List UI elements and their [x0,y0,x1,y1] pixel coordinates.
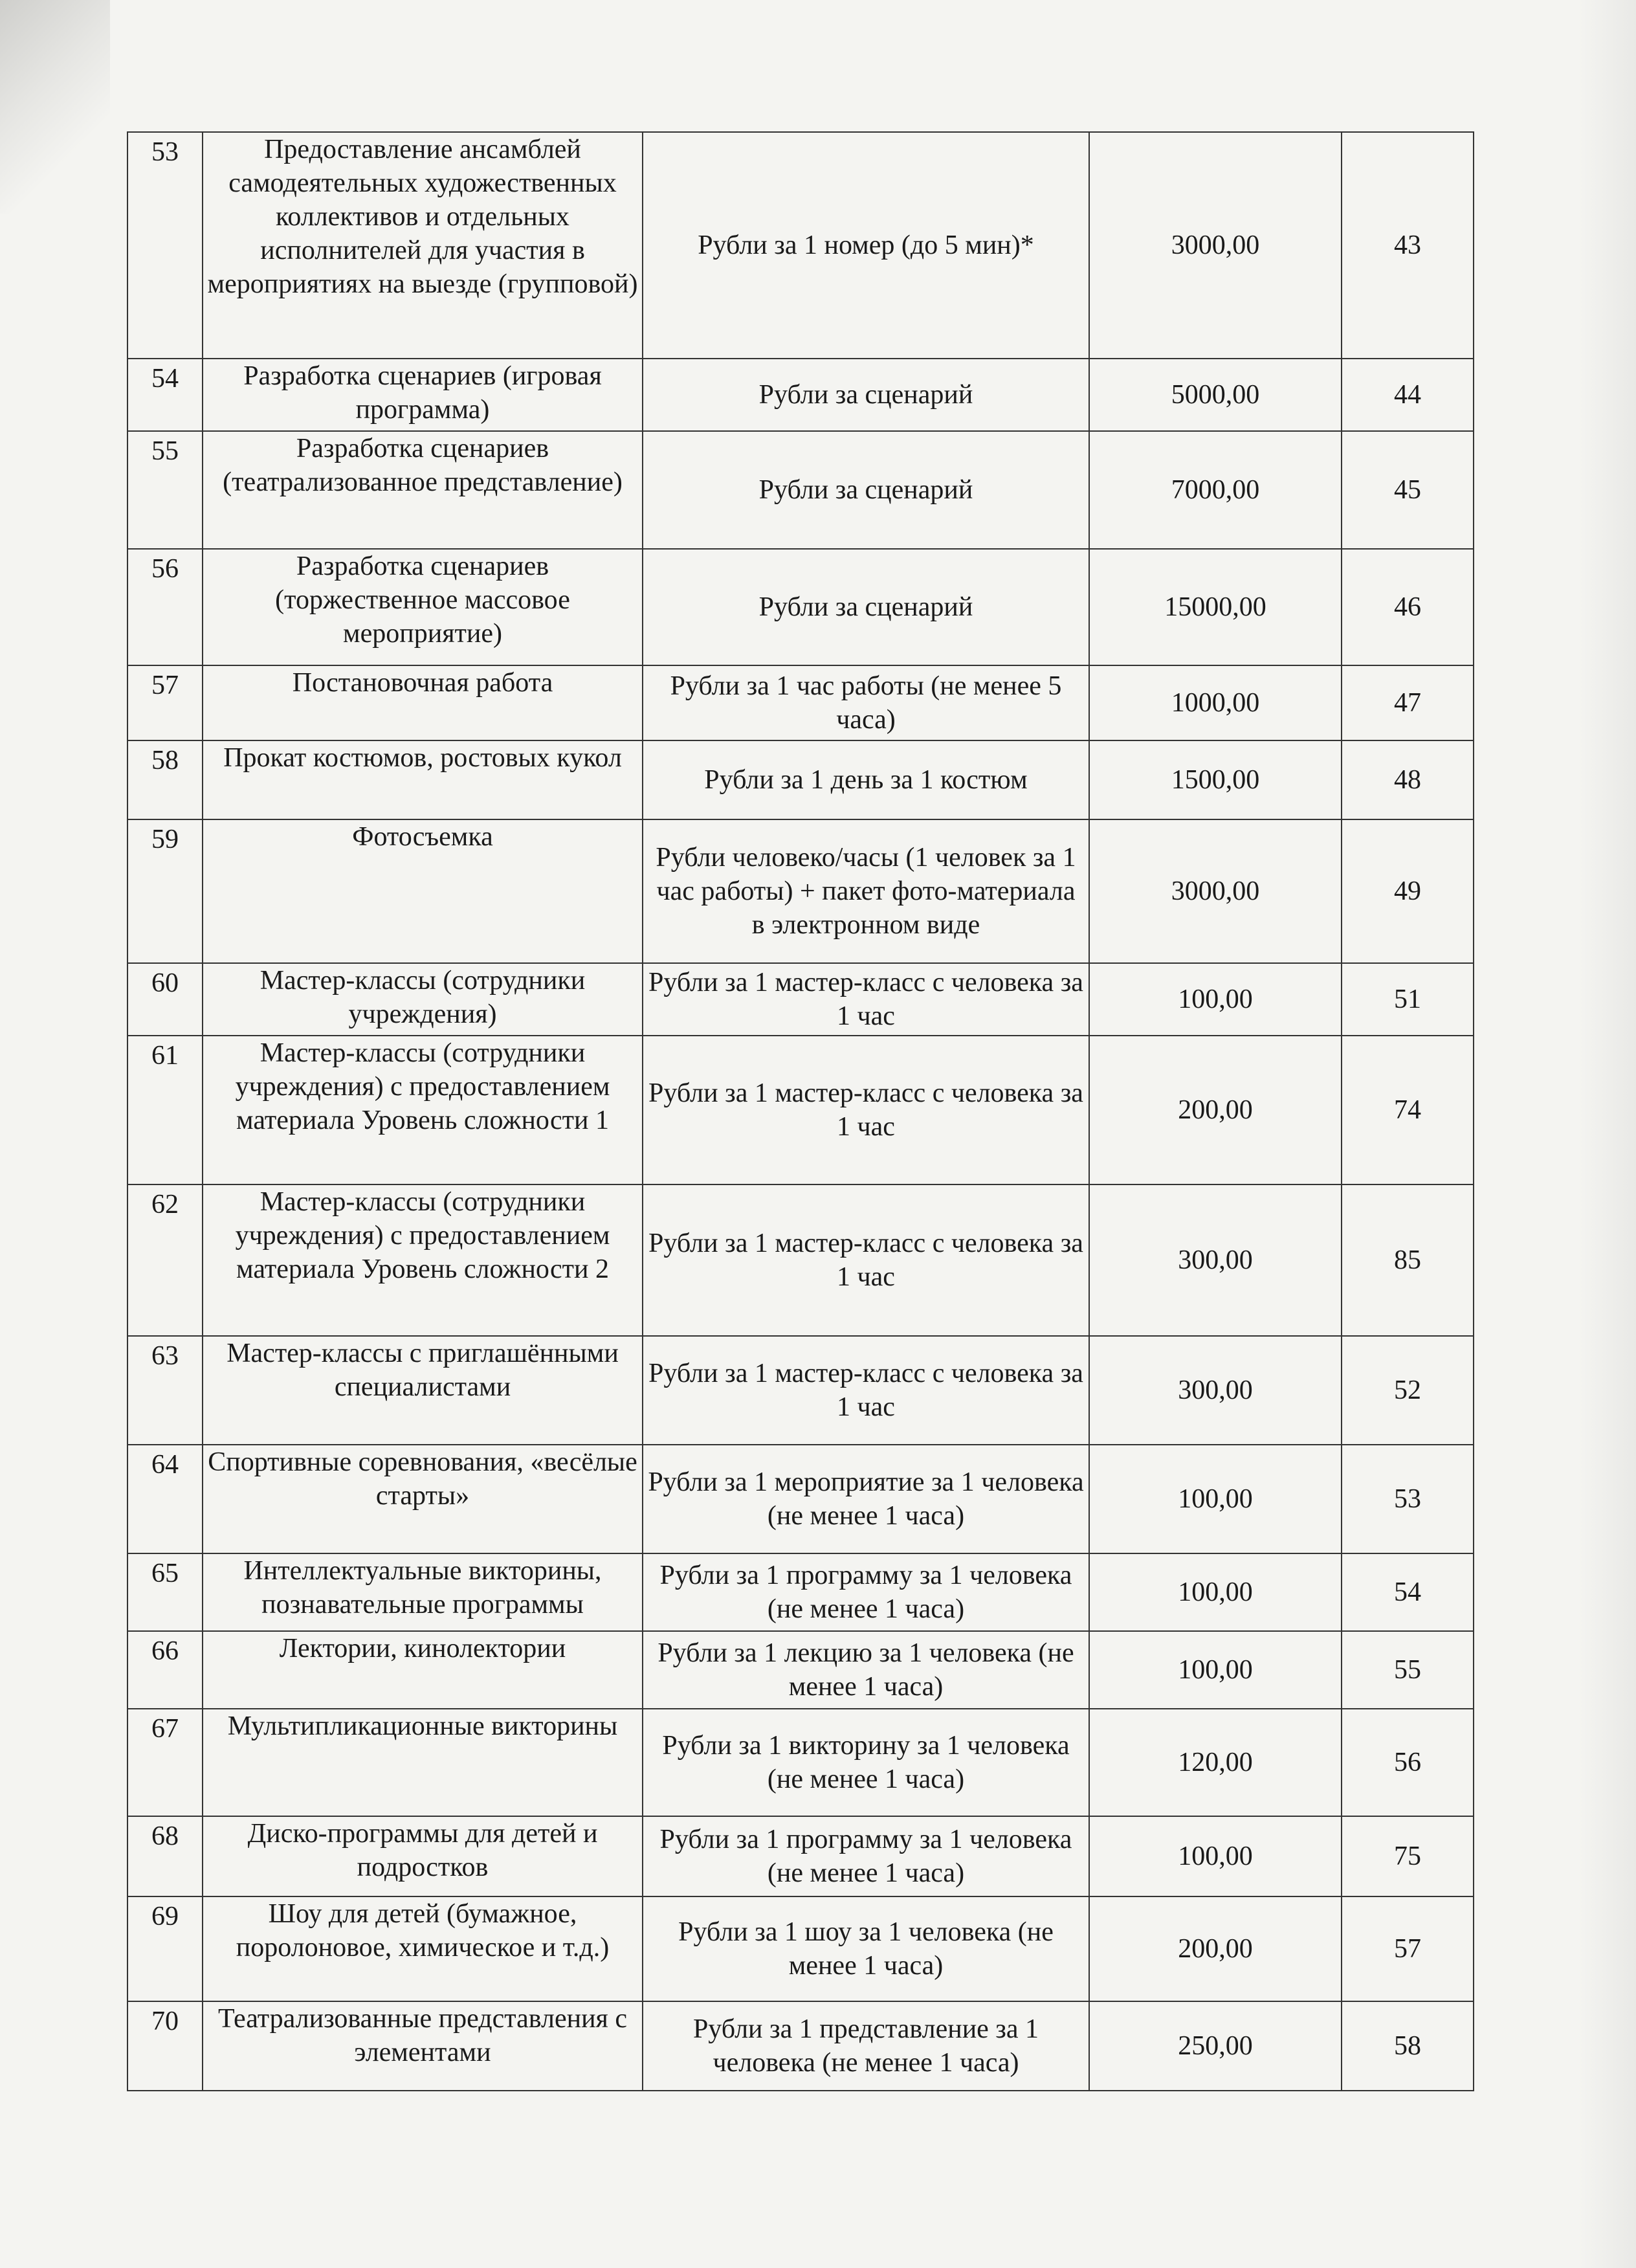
price-value: 3000,00 [1089,132,1342,359]
price-value: 100,00 [1089,1631,1342,1709]
page-edge-shadow [1578,0,1636,2268]
item-code: 46 [1342,549,1474,665]
service-name: Фотосъемка [203,819,643,963]
unit-of-measure: Рубли за 1 программу за 1 человека (не менее 1 часа) [643,1553,1089,1631]
row-number: 59 [127,819,203,963]
unit-of-measure: Рубли за 1 программу за 1 человека (не менее 1 часа) [643,1816,1089,1896]
unit-of-measure: Рубли за 1 день за 1 костюм [643,740,1089,819]
row-number: 55 [127,431,203,549]
unit-of-measure: Рубли человеко/часы (1 человек за 1 час работы) + пакет фото-материала в электронном виде [643,819,1089,963]
table-row [127,819,1474,963]
table-row [127,431,1474,549]
page-corner-shadow [0,0,110,214]
service-name: Разработка сценариев (торжественное массовое мероприятие) [203,549,643,665]
row-number: 69 [127,1896,203,2001]
price-value: 100,00 [1089,1553,1342,1631]
price-value: 5000,00 [1089,359,1342,431]
price-value: 15000,00 [1089,549,1342,665]
unit-of-measure: Рубли за 1 мастер-класс с человека за 1 час [643,1184,1089,1336]
item-code: 44 [1342,359,1474,431]
table-row [127,1445,1474,1553]
table-row [127,1896,1474,2001]
service-name: Диско-программы для детей и подростков [203,1816,643,1896]
item-code: 57 [1342,1896,1474,2001]
row-number: 67 [127,1709,203,1816]
item-code: 56 [1342,1709,1474,1816]
unit-of-measure: Рубли за 1 мастер-класс с человека за 1 час [643,1036,1089,1184]
table-row [127,2001,1474,2091]
item-code: 75 [1342,1816,1474,1896]
table-row [127,359,1474,431]
row-number: 57 [127,665,203,740]
item-code: 51 [1342,963,1474,1036]
unit-of-measure: Рубли за 1 шоу за 1 человека (не менее 1 часа) [643,1896,1089,2001]
row-number: 64 [127,1445,203,1553]
price-value: 1000,00 [1089,665,1342,740]
row-number: 61 [127,1036,203,1184]
service-name: Разработка сценариев (театрализованное представление) [203,431,643,549]
row-number: 53 [127,132,203,359]
service-name: Мастер-классы (сотрудники учреждения) с предоставлением материала Уровень сложности 2 [203,1184,643,1336]
table-row [127,1553,1474,1631]
item-code: 74 [1342,1036,1474,1184]
item-code: 45 [1342,431,1474,549]
table-row [127,132,1474,359]
service-name: Предоставление ансамблей самодеятельных художественных коллективов и отдельных исполнителей для участия в мероприятиях на выезде (групповой) [203,132,643,359]
service-name: Шоу для детей (бумажное, поролоновое, химическое и т.д.) [203,1896,643,2001]
table-row [127,665,1474,740]
row-number: 63 [127,1336,203,1445]
service-name: Мастер-классы (сотрудники учреждения) [203,963,643,1036]
unit-of-measure: Рубли за сценарий [643,431,1089,549]
row-number: 62 [127,1184,203,1336]
item-code: 48 [1342,740,1474,819]
price-value: 100,00 [1089,1816,1342,1896]
item-code: 52 [1342,1336,1474,1445]
price-value: 250,00 [1089,2001,1342,2091]
unit-of-measure: Рубли за 1 мероприятие за 1 человека (не менее 1 часа) [643,1445,1089,1553]
item-code: 43 [1342,132,1474,359]
row-number: 60 [127,963,203,1036]
price-value: 200,00 [1089,1036,1342,1184]
unit-of-measure: Рубли за 1 мастер-класс с человека за 1 час [643,1336,1089,1445]
table-row [127,1336,1474,1445]
table-row [127,740,1474,819]
item-code: 54 [1342,1553,1474,1631]
item-code: 85 [1342,1184,1474,1336]
service-name: Разработка сценариев (игровая программа) [203,359,643,431]
table-row [127,963,1474,1036]
price-value: 200,00 [1089,1896,1342,2001]
table-row [127,1036,1474,1184]
row-number: 58 [127,740,203,819]
unit-of-measure: Рубли за 1 лекцию за 1 человека (не менее 1 часа) [643,1631,1089,1709]
price-value: 1500,00 [1089,740,1342,819]
row-number: 56 [127,549,203,665]
item-code: 55 [1342,1631,1474,1709]
service-name: Прокат костюмов, ростовых кукол [203,740,643,819]
item-code: 53 [1342,1445,1474,1553]
unit-of-measure: Рубли за сценарий [643,359,1089,431]
price-value: 7000,00 [1089,431,1342,549]
unit-of-measure: Рубли за 1 представление за 1 человека (не менее 1 часа) [643,2001,1089,2091]
price-table [127,131,1474,2091]
price-value: 300,00 [1089,1184,1342,1336]
unit-of-measure: Рубли за 1 мастер-класс с человека за 1 час [643,963,1089,1036]
row-number: 66 [127,1631,203,1709]
service-name: Мультипликационные викторины [203,1709,643,1816]
service-name: Театрализованные представления с элементами [203,2001,643,2091]
unit-of-measure: Рубли за 1 час работы (не менее 5 часа) [643,665,1089,740]
row-number: 65 [127,1553,203,1631]
row-number: 68 [127,1816,203,1896]
service-name: Интеллектуальные викторины, познавательные программы [203,1553,643,1631]
table-row [127,1631,1474,1709]
service-name: Мастер-классы (сотрудники учреждения) с предоставлением материала Уровень сложности 1 [203,1036,643,1184]
item-code: 47 [1342,665,1474,740]
price-table-body [127,132,1474,2091]
price-value: 3000,00 [1089,819,1342,963]
price-value: 120,00 [1089,1709,1342,1816]
row-number: 70 [127,2001,203,2091]
unit-of-measure: Рубли за 1 викторину за 1 человека (не менее 1 часа) [643,1709,1089,1816]
service-name: Спортивные соревнования, «весёлые старты» [203,1445,643,1553]
unit-of-measure: Рубли за сценарий [643,549,1089,665]
service-name: Постановочная работа [203,665,643,740]
item-code: 58 [1342,2001,1474,2091]
price-value: 300,00 [1089,1336,1342,1445]
table-row [127,1709,1474,1816]
price-value: 100,00 [1089,1445,1342,1553]
table-row [127,1816,1474,1896]
unit-of-measure: Рубли за 1 номер (до 5 мин)* [643,132,1089,359]
item-code: 49 [1342,819,1474,963]
price-value: 100,00 [1089,963,1342,1036]
table-row [127,549,1474,665]
table-row [127,1184,1474,1336]
service-name: Лектории, кинолектории [203,1631,643,1709]
service-name: Мастер-классы с приглашёнными специалистами [203,1336,643,1445]
row-number: 54 [127,359,203,431]
